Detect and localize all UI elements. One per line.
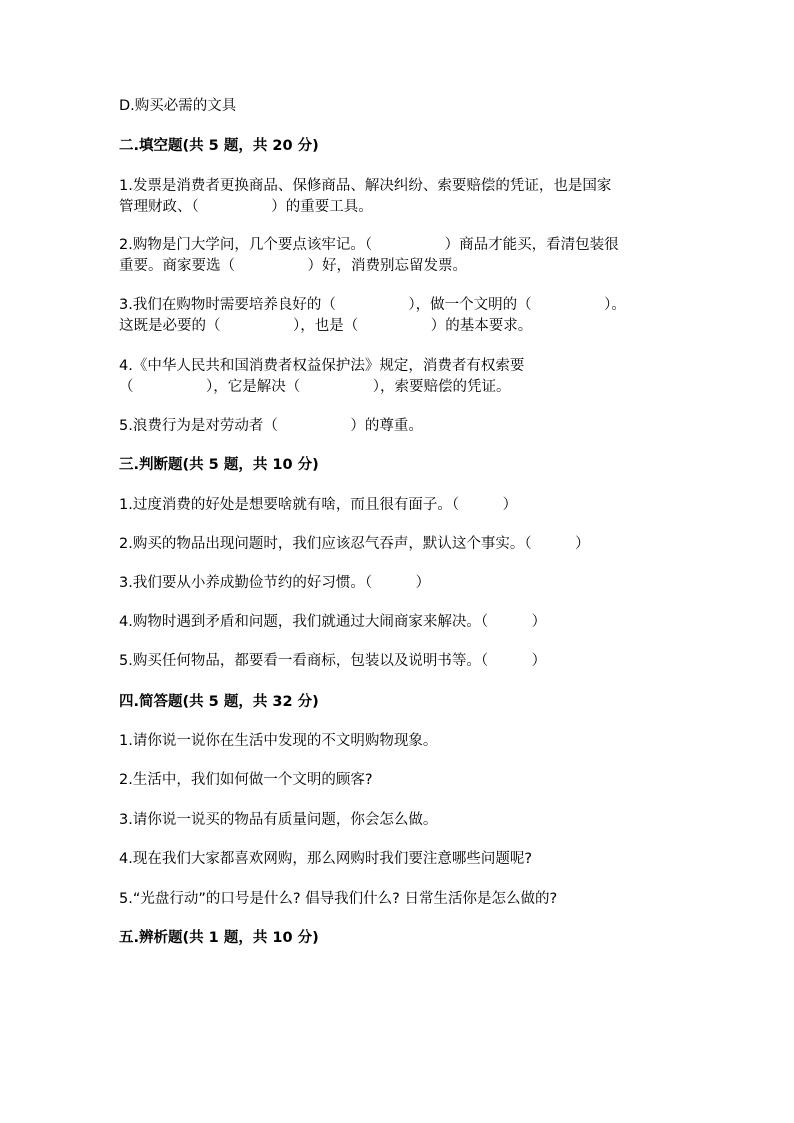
judge-q1: 1.过度消费的好处是想要啥就有啥，而且很有面子。（ ） (119, 497, 518, 513)
fill-q2-line1: 2.购物是门大学问，几个要点该牢记。（ ）商品才能买，看清包装很 (119, 237, 619, 253)
fill-q1-line2: 管理财政、（ ）的重要工具。 (119, 199, 373, 215)
fill-q3-line1: 3.我们在购物时需要培养良好的（ ），做一个文明的（ ）。 (119, 297, 626, 313)
short-q4: 4.现在我们大家都喜欢网购，那么网购时我们要注意哪些问题呢? (119, 851, 533, 867)
judge-q3: 3.我们要从小养成勤俭节约的好习惯。（ ） (119, 575, 431, 591)
fill-q5: 5.浪费行为是对劳动者（ ）的尊重。 (119, 418, 423, 434)
judge-q4: 4.购物时遇到矛盾和问题，我们就通过大闹商家来解决。（ ） (119, 614, 547, 630)
short-q1: 1.请你说一说你在生活中发现的不文明购物现象。 (119, 733, 438, 749)
short-q5: 5.“光盘行动”的口号是什么? 倡导我们什么? 日常生活你是怎么做的? (119, 891, 558, 907)
fill-q1-line1: 1.发票是消费者更换商品、保修商品、解决纠纷、索要赔偿的凭证，也是国家 (119, 178, 612, 194)
fill-q2-line2: 重要。商家要选（ ）好，消费别忘留发票。 (119, 258, 467, 274)
section-short-title: 四.简答题(共 5 题，共 32 分) (119, 694, 319, 710)
fill-q4-line1: 4.《中华人民共和国消费者权益保护法》规定，消费者有权索要 (119, 358, 525, 374)
judge-q2: 2.购买的物品出现问题时，我们应该忍气吞声，默认这个事实。（ ） (119, 536, 590, 552)
section-judge-title: 三.判断题(共 5 题，共 10 分) (119, 457, 319, 473)
fill-q3-line2: 这既是必要的（ ），也是（ ）的基本要求。 (119, 318, 533, 334)
short-q2: 2.生活中，我们如何做一个文明的顾客? (119, 772, 373, 788)
option-d-text: D.购买必需的文具 (119, 98, 237, 114)
judge-q5: 5.购买任何物品，都要看一看商标，包装以及说明书等。（ ） (119, 653, 547, 669)
section-fill-title: 二.填空题(共 5 题，共 20 分) (119, 138, 319, 154)
section-analysis-title: 五.辨析题(共 1 题，共 10 分) (119, 930, 319, 946)
fill-q4-line2: （ ），它是解决（ ），索要赔偿的凭证。 (119, 379, 511, 395)
short-q3: 3.请你说一说买的物品有质量问题，你会怎么做。 (119, 812, 438, 828)
